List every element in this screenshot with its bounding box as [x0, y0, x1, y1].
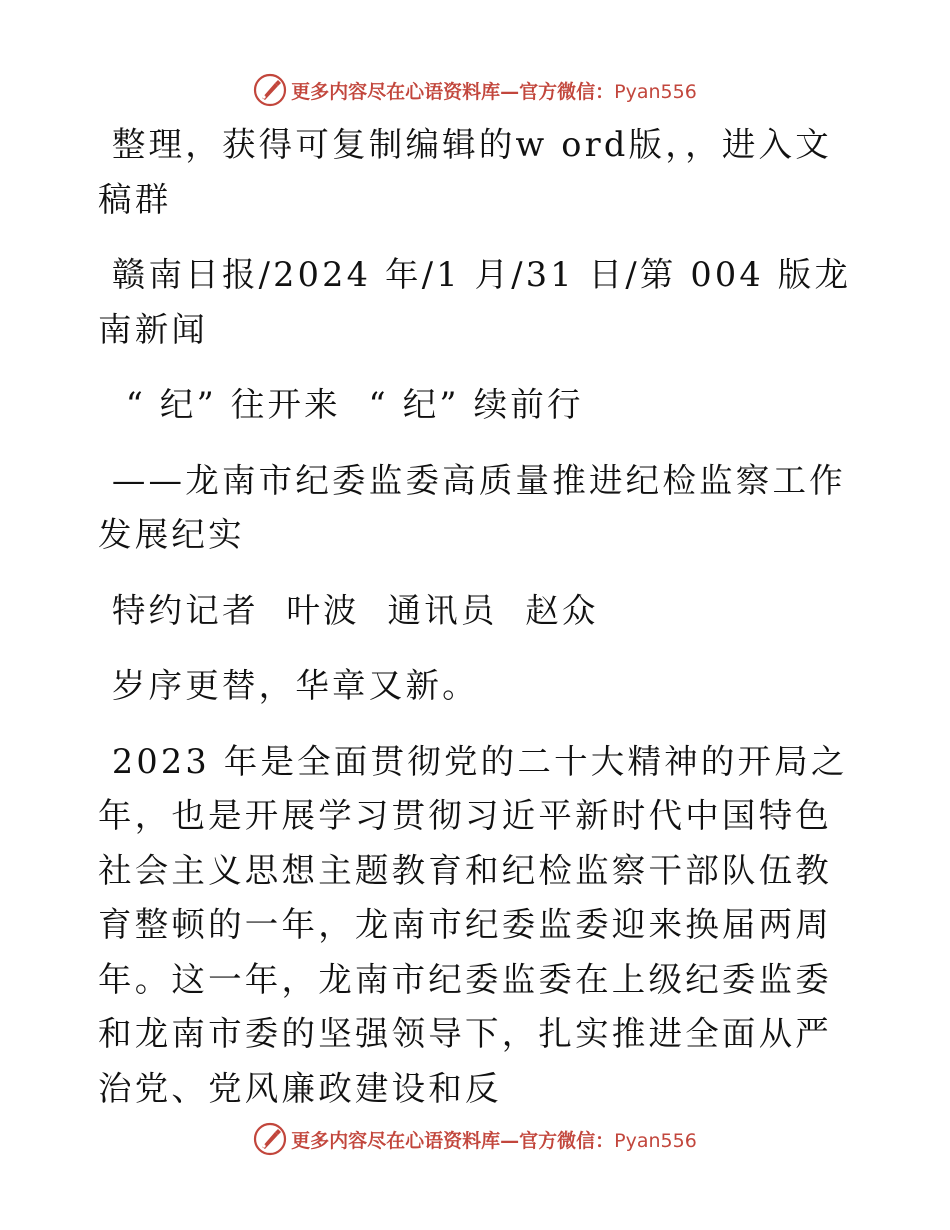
watermark-id: Pyan556 — [614, 1129, 697, 1152]
watermark-text: 更多内容尽在心语资料库—官方微信：Pyan556 — [291, 1129, 697, 1152]
lead-sentence: 岁序更替，华章又新。 — [98, 666, 479, 705]
source-line: 赣南日报/2024 年/1 月/31 日/第 004 版龙南新闻 — [98, 255, 852, 349]
pen-logo-icon — [253, 73, 287, 107]
body-paragraph: 2023 年是全面贯彻党的二十大精神的开局之年，也是开展学习贯彻习近平新时代中国特色社会主义思想主题教育和纪检监察干部队伍教育整顿的一年，龙南市纪委监委迎来换届两周年。这一年，龙南市纪委监委在上级纪委监委和龙南市委的坚强领导下，扎实推进全面从严治党、党风廉政建设和反 — [98, 741, 848, 1108]
watermark-text: 更多内容尽在心语资料库—官方微信：Pyan556 — [291, 80, 697, 103]
article-title: “ 纪” 往开来 “ 纪” 续前行 — [98, 385, 584, 424]
intro-paragraph: 整理，获得可复制编辑的w ord版，，进入文稿群 — [98, 125, 832, 219]
header-watermark — [0, 70, 950, 110]
article-subtitle: ——龙南市纪委监委高质量推进纪检监察工作发展纪实 — [98, 460, 846, 554]
footer-watermark — [0, 1119, 950, 1159]
document-body — [98, 118, 858, 1137]
watermark-id: Pyan556 — [614, 80, 697, 103]
pen-logo-icon — [253, 1122, 287, 1156]
byline: 特约记者 叶波 通讯员 赵众 — [98, 590, 599, 630]
